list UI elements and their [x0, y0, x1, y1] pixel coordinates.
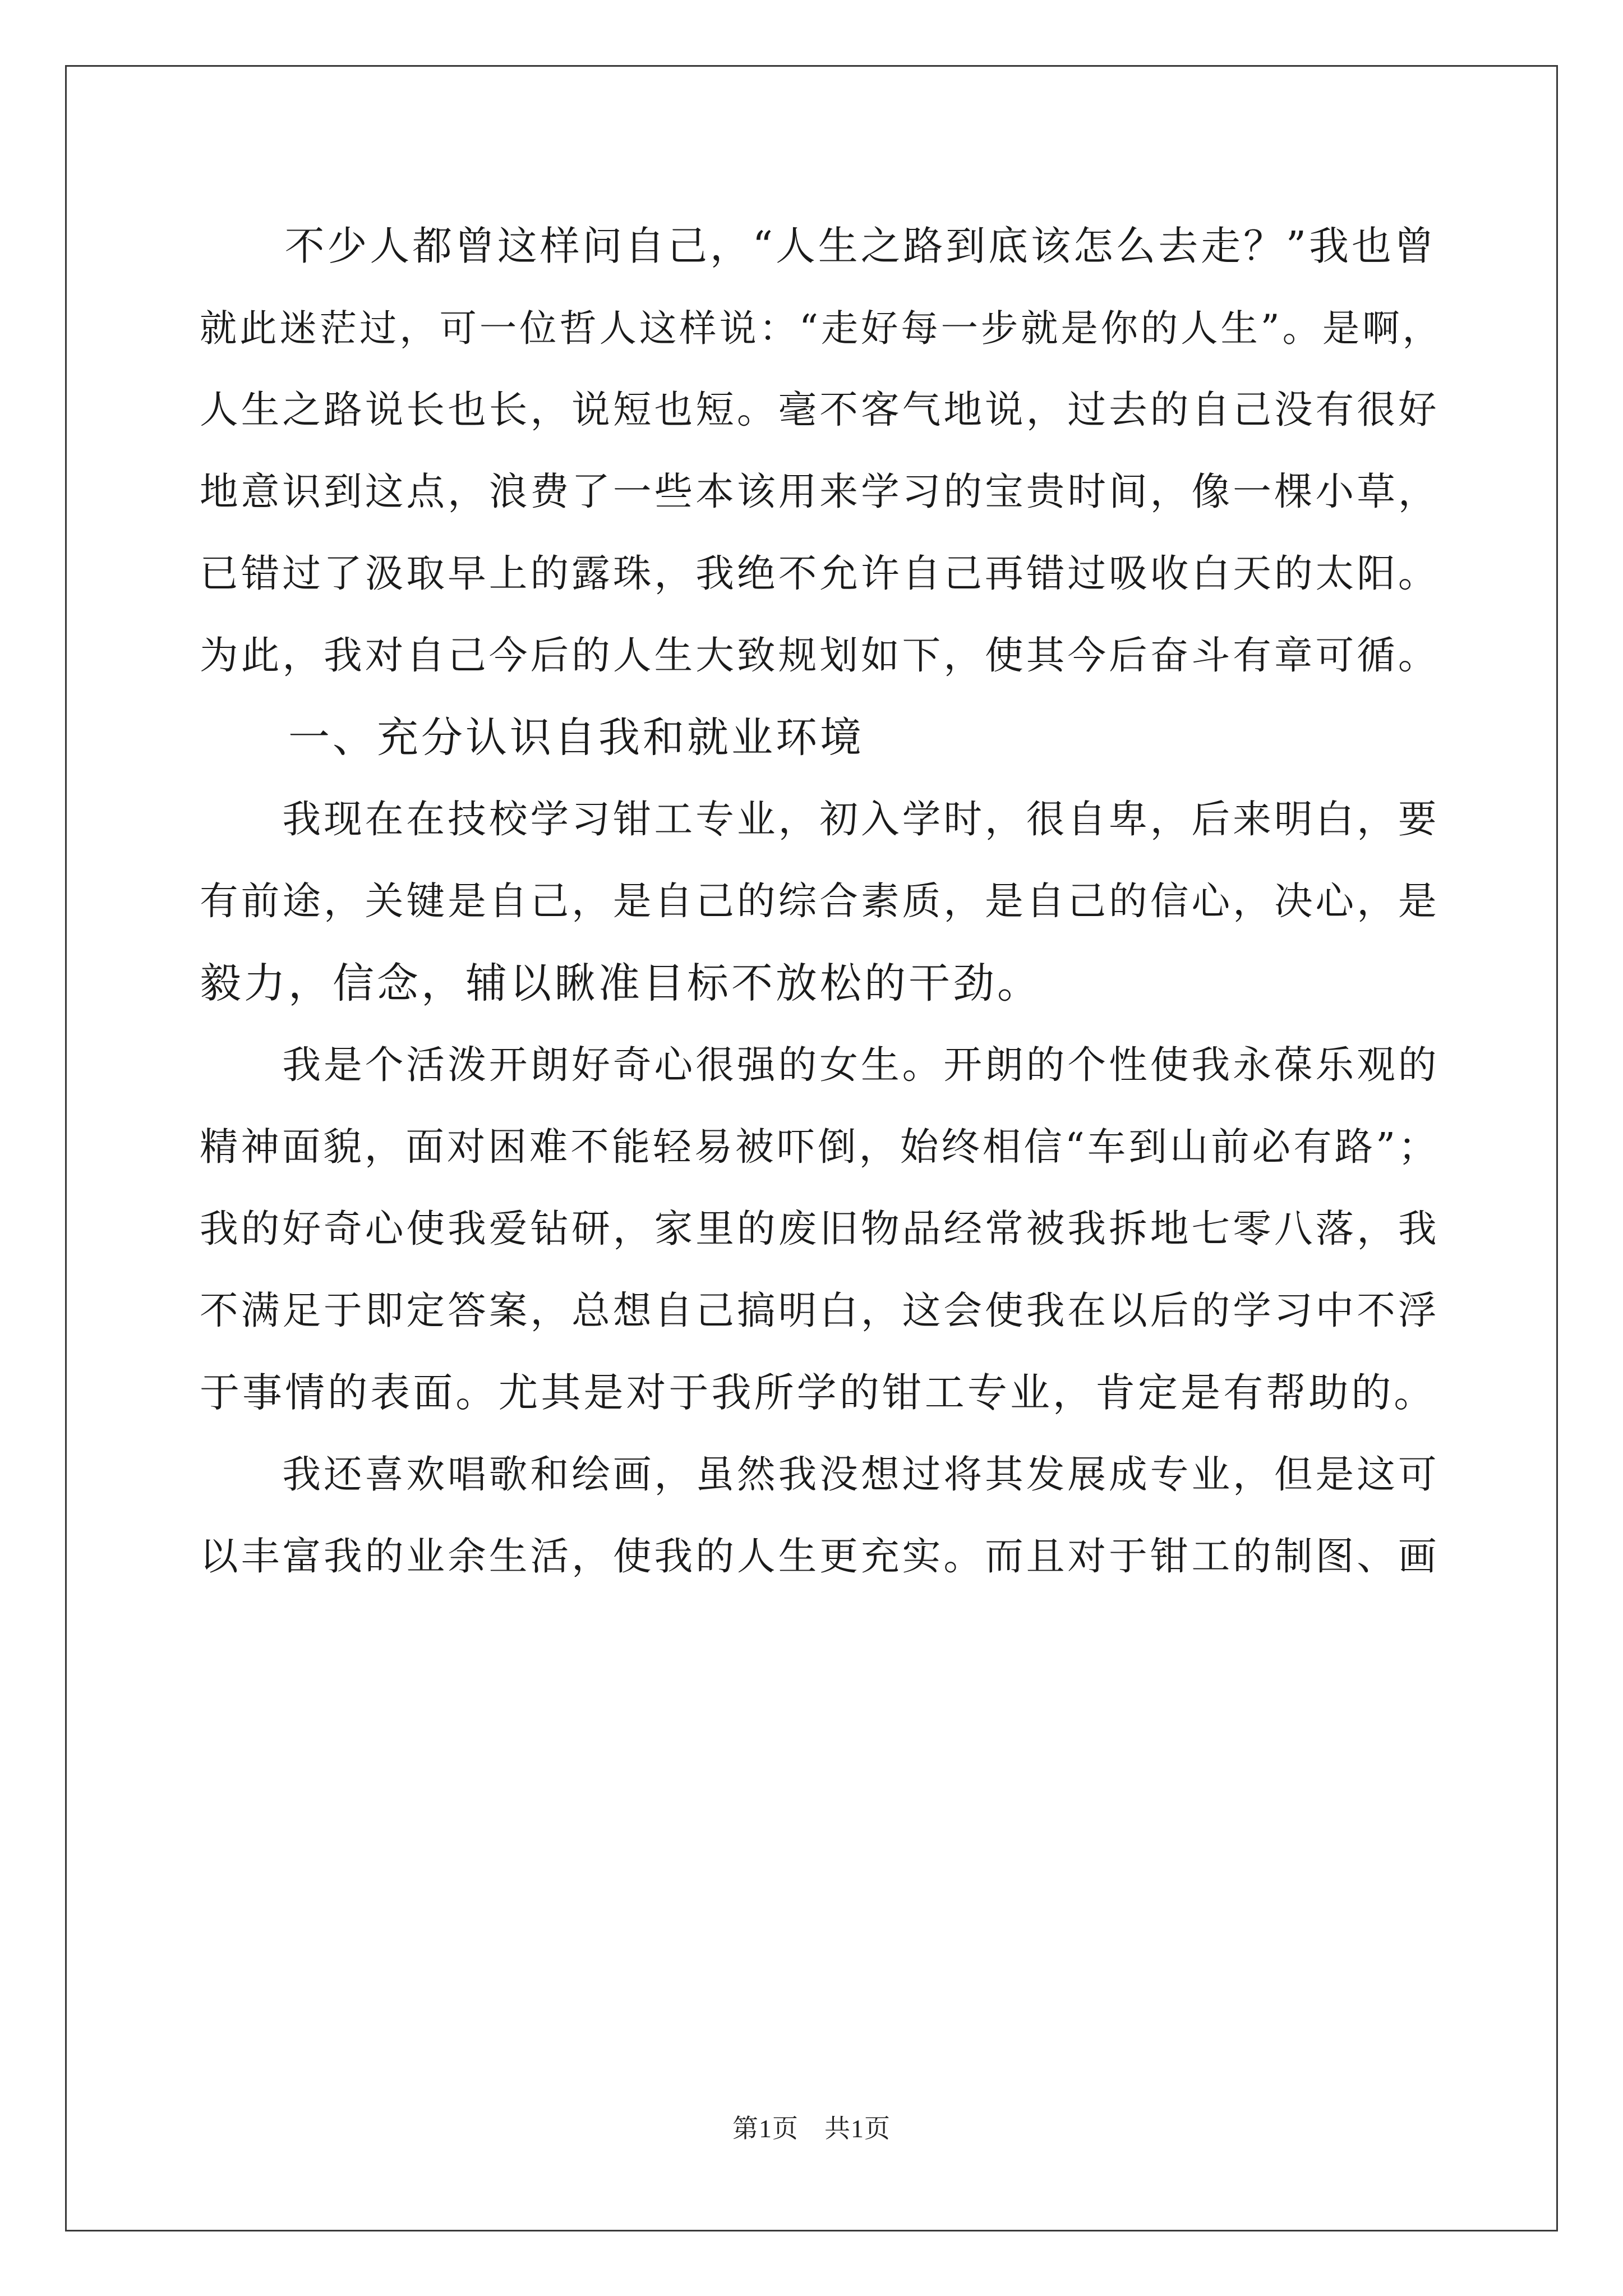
text-line: 于事情的表面。尤其是对于我所学的钳工专业，肯定是有帮助的。 — [200, 1369, 1437, 1416]
text-line: 我是个活泼开朗好奇心很强的女生。开朗的个性使我永葆乐观的 — [200, 1043, 1440, 1088]
text-line: 不满足于即定答案，总想自己搞明白，这会使我在以后的学习中不浮 — [200, 1289, 1440, 1333]
text-line: 人生之路说长也长，说短也短。毫不客气地说，过去的自己没有很好 — [200, 388, 1440, 432]
text-line: 毅力，信念，辅以瞅准目标不放松的干劲。 — [200, 959, 1041, 1007]
page-total: 共1页 — [824, 2114, 891, 2143]
text-line: 我现在在技校学习钳工专业，初入学时，很自卑，后来明白，要 — [200, 797, 1440, 842]
text-line: 就此迷茫过，可一位哲人这样说：“走好每一步就是你的人生”。是啊， — [200, 306, 1442, 350]
text-line: 我还喜欢唱歌和绘画，虽然我没想过将其发展成专业，但是这可 — [200, 1452, 1440, 1497]
text-line: 精神面貌，面对困难不能轻易被吓倒，始终相信“车到山前必有路”； — [200, 1125, 1440, 1170]
text-line: 以丰富我的业余生活，使我的人生更充实。而且对于钳工的制图、画 — [200, 1534, 1440, 1579]
text-line: 已错过了汲取早上的露珠，我绝不允许自己再错过吸收白天的太阳。 — [200, 551, 1440, 596]
text-line: 不少人都曾这样问自己，“人生之路到底该怎么去走？”我也曾 — [200, 223, 1437, 269]
text-line: 地意识到这点，浪费了一些本该用来学习的宝贵时间，像一棵小草， — [200, 470, 1440, 514]
section-heading: 一、充分认识自我和就业环境 — [200, 714, 864, 762]
text-line: 为此，我对自己今后的人生大致规划如下，使其今后奋斗有章可循。 — [200, 633, 1440, 678]
text-line: 我的好奇心使我爱钻研，家里的废旧物品经常被我拆地七零八落，我 — [200, 1207, 1440, 1251]
page-footer — [0, 2108, 1623, 2145]
page-number: 第1页 — [732, 2114, 799, 2143]
text-line: 有前途，关键是自己，是自己的综合素质，是自己的信心，决心，是 — [200, 879, 1440, 924]
